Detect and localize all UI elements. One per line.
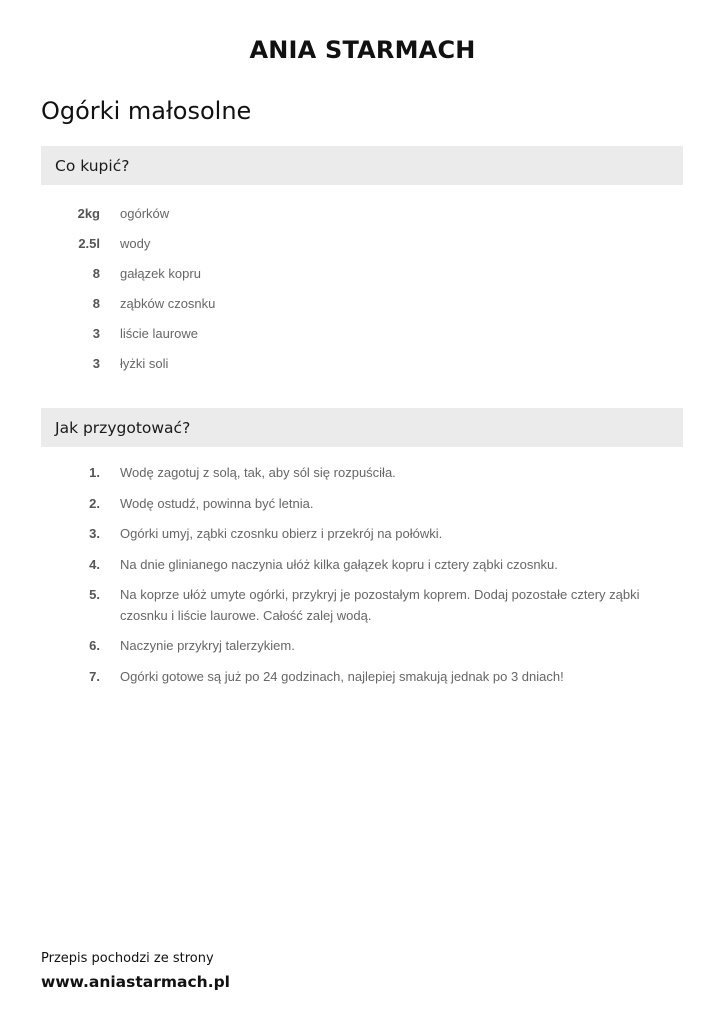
steps-section-heading	[41, 408, 683, 447]
step-item	[41, 636, 683, 657]
step-text: Ogórki umyj, ząbki czosnku obierz i przekrój na połówki.	[120, 526, 443, 541]
ingredients-heading-text: Co kupić?	[55, 156, 130, 175]
step-item	[41, 585, 683, 626]
ingredient-name: ogórków	[120, 206, 170, 221]
step-text: Ogórki gotowe są już po 24 godzinach, najlepiej smakują jednak po 3 dniach!	[120, 668, 564, 684]
footer-website-link[interactable]: www.aniastarmach.pl	[41, 973, 230, 991]
ingredient-name: łyżki soli	[120, 356, 169, 371]
step-number: 6.	[89, 638, 100, 653]
ingredient-item	[41, 231, 683, 261]
step-text: Na dnie glinianego naczynia ułóż kilka gałązek kopru i cztery ząbki czosnku.	[120, 556, 558, 572]
ingredient-quantity: 3	[92, 326, 100, 341]
step-number: 2.	[89, 495, 100, 511]
footer-source-label: Przepis pochodzi ze strony	[41, 951, 214, 966]
step-text: Naczynie przykryj talerzykiem.	[120, 638, 295, 653]
ingredient-quantity: 2kg	[77, 206, 100, 221]
ingredients-list	[41, 201, 683, 381]
step-number: 3.	[89, 526, 100, 541]
steps-heading-text: Jak przygotować?	[55, 418, 191, 437]
step-item	[41, 667, 683, 688]
step-number: 1.	[89, 465, 100, 480]
step-text: Na koprze ułóż umyte ogórki, przykryj je pozostałym koprem. Dodaj pozostałe cztery ząbki czosnku i liście laurowe. Całość zalej wodą.	[120, 587, 640, 623]
ingredient-quantity: 8	[92, 266, 100, 281]
ingredient-name: wody	[120, 236, 151, 251]
ingredient-quantity: 8	[92, 296, 100, 311]
ingredient-name: liście laurowe	[120, 326, 199, 341]
step-number: 5.	[89, 587, 100, 602]
ingredient-item	[41, 261, 683, 291]
brand-title: ANIA STARMACH	[249, 36, 476, 64]
ingredient-name: gałązek kopru	[120, 266, 201, 281]
steps-list	[41, 463, 683, 697]
ingredient-name: ząbków czosnku	[120, 296, 216, 311]
ingredient-quantity: 2.5l	[78, 236, 100, 251]
footer	[41, 950, 230, 993]
step-number: 7.	[89, 668, 100, 684]
ingredient-item	[41, 351, 683, 381]
step-item	[41, 524, 683, 545]
step-text: Wodę zagotuj z solą, tak, aby sól się rozpuściła.	[120, 465, 396, 480]
step-item	[41, 494, 683, 515]
step-number: 4.	[89, 556, 100, 572]
recipe-title: Ogórki małosolne	[41, 97, 252, 125]
ingredient-item	[41, 291, 683, 321]
ingredient-item	[41, 201, 683, 231]
ingredients-section-heading	[41, 146, 683, 185]
step-text: Wodę ostudź, powinna być letnia.	[120, 495, 314, 511]
step-item	[41, 555, 683, 576]
ingredient-item	[41, 321, 683, 351]
step-item	[41, 463, 683, 484]
ingredient-quantity: 3	[92, 356, 100, 371]
